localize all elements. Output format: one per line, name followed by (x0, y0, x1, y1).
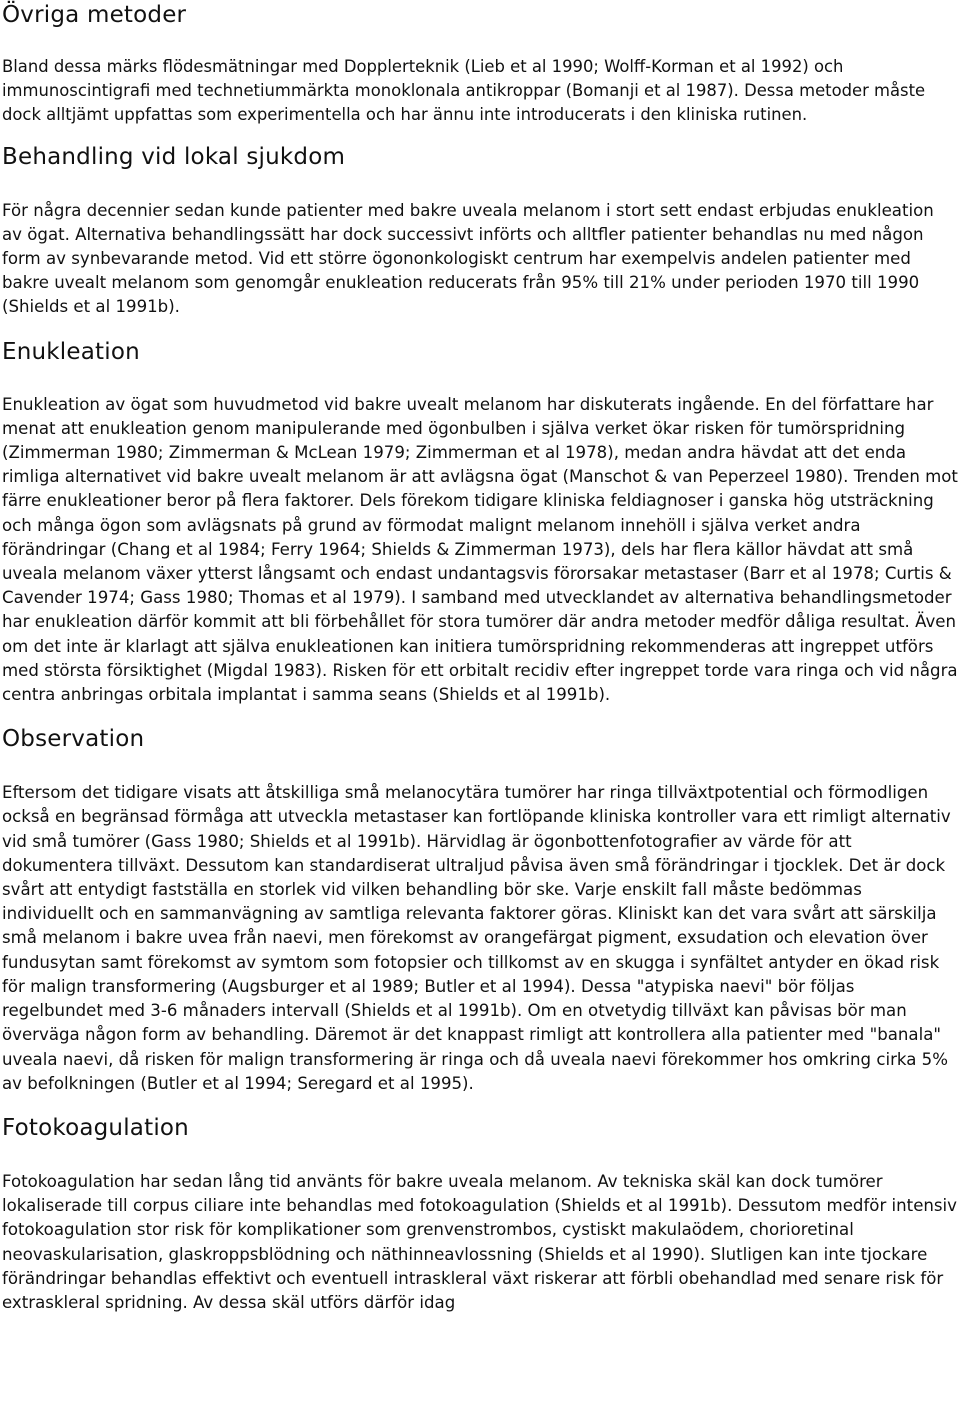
section-paragraph: Eftersom det tidigare visats att åtskilliga små melanocytära tumörer har ringa tillväxtpotential och förmodligen också en begränsad förmåga att utveckla metastaser kan fortlöpande kliniska kontroller vara ett rimligt alternativ vid små tumörer (Gass 1980; Shields et al 1991b). Härvidlag är ögonbottenfotografier av värde för att dokumentera tillväxt. Dessutom kan standardiserat ultraljud påvisa även små förändringar i tjocklek. Det är dock svårt att entydigt fastställa en storlek vid vilken behandling bör ske. Varje enskilt fall måste bedömmas individuellt och en sammanvägning av samtliga relevanta faktorer göras. Kliniskt kan det vara svårt att särskilja små melanom i bakre uvea från naevi, men förekomst av orangefärgat pigment, exsudation och elevation över fundusytan samt förekomst av symtom som fotopsier och tillkomst av en skugga i synfältet antyder en ökad risk för malign transformering (Augsburger et al 1989; Butler et al 1994). Dessa "atypiska naevi" bör följas regelbundet med 3-6 månaders intervall (Shields et al 1991b). Om en otvetydig tillväxt kan påvisas bör man överväga någon form av behandling. Däremot är det knappast rimligt att kontrollera alla patienter med "banala" uveala naevi, då risken för malign transformering är ringa och då uveala naevi förekommer hos omkring cirka 5% av befolkningen (Butler et al 1994; Seregard et al 1995). (2, 783, 951, 1093)
section-heading: Observation (2, 726, 145, 753)
section-ovriga-metoder (2, 0, 958, 128)
section-paragraph: Enukleation av ögat som huvudmetod vid bakre uvealt melanom har diskuterats ingående. En del författare har menat att enukleation genom manipulerande med ögonbulben i själva verket ökar risken för tumörspridning (Zimmerman 1980; Zimmerman & McLean 1979; Zimmerman et al 1978), medan andra hävdat att det enda rimliga alternativet vid bakre uvealt melanom är att avlägsna ögat (Manschot & van Peperzeel 1980). Trenden mot färre enukleationer beror på flera faktorer. Dels förekom tidigare kliniska feldiagnoser i ganska hög utsträckning och många ögon som avlägsnats på grund av förmodat malignt melanom innehöll i själva verket andra förändringar (Chang et al 1984; Ferry 1964; Shields & Zimmerman 1973), dels har flera källor hävdat att små uveala melanom växer ytterst långsamt och endast undantagsvis förorsakar metastaser (Barr et al 1978; Curtis & Cavender 1974; Gass 1980; Thomas et al 1979). I samband med utvecklandet av alternativa behandlingsmetoder har enukleation därför kommit att bli förbehållet för stora tumörer där andra metoder medför dåliga resultat. Även om det inte är klarlagt att själva enukleationen kan initiera tumörspridning rekommenderas att ingreppet utförs med största försiktighet (Migdal 1983). Risken för ett orbitalt recidiv efter ingreppet torde vara ringa och vid några centra anbringas orbitala implantat i samma seans (Shields et al 1991b). (2, 394, 958, 705)
document-page (2, 0, 958, 1315)
section-paragraph: För några decennier sedan kunde patienter med bakre uveala melanom i stort sett endast erbjudas enukleation av ögat. Alternativa behandlingssätt har dock successivt införts och alltfler patienter behandlas nu med någon form av synbevarande metod. Vid ett större ögononkologiskt centrum har exempelvis andelen patienter med bakre uvealt melanom som genomgår enukleation reducerats från 95% till 21% under perioden 1970 till 1990 (Shields et al 1991b). (2, 200, 934, 317)
section-heading: Behandling vid lokal sjukdom (2, 143, 346, 170)
section-paragraph: Fotokoagulation har sedan lång tid använts för bakre uveala melanom. Av tekniska skäl kan dock tumörer lokaliserade till corpus ciliare inte behandlas med fotokoagulation (Shields et al 1991b). Dessutom medför intensiv fotokoagulation stor risk för komplikationer som grenvenstrombos, cystiskt makulaödem, chorioretinal neovaskularisation, glaskroppsblödning och näthinneavlossning (Shields et al 1990). Slutligen kan inte tjockare förändringar behandlas effektivt och eventuell intraskleral växt riskerar att förbli obehandlad med senare risk för extraskleral spridning. Av dessa skäl utförs därför idag (2, 1171, 957, 1312)
section-enukleation (2, 337, 958, 708)
section-heading: Fotokoagulation (2, 1114, 189, 1141)
section-fotokoagulation (2, 1113, 958, 1315)
section-paragraph: Bland dessa märks flödesmätningar med Dopplerteknik (Lieb et al 1990; Wolff-Korman et al 1992) och immunoscintigrafi med technetiummärkta monoklonala antikroppar (Bomanji et al 1987). Dessa metoder måste dock alltjämt uppfattas som experimentella och har ännu inte introducerats i den kliniska rutinen. (2, 57, 926, 125)
section-observation (2, 724, 958, 1096)
section-behandling-vid-lokal-sjukdom (2, 142, 958, 320)
section-heading: Enukleation (2, 338, 140, 365)
section-heading: Övriga metoder (2, 2, 187, 28)
